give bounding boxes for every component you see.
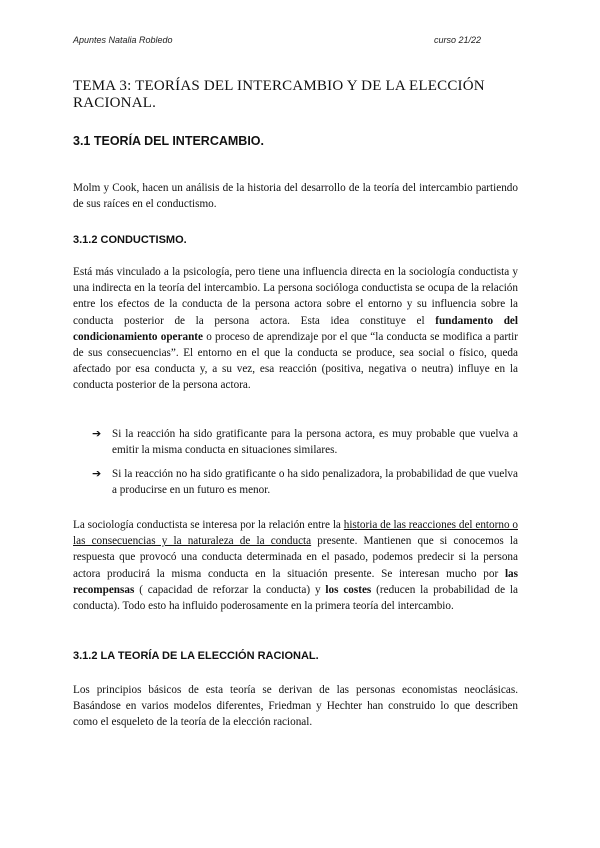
conductismo-paragraph [73,264,518,394]
bullet-text: Si la reacción no ha sido gratificante o ha sido penalizadora, la probabilidad de que vuelva a producirse en un futuro es menor. [112,468,518,497]
list-item [92,426,518,458]
list-item [92,466,518,498]
header-author: Apuntes Natalia Robledo [73,35,173,45]
conductista-paragraph [73,517,518,614]
page-title: TEMA 3: TEORÍAS DEL INTERCAMBIO Y DE LA ELECCIÓN RACIONAL. [73,78,485,111]
recompensas-term: las recompensas [73,567,518,596]
arrow-right-icon: ➔ [92,467,102,480]
arrow-right-icon: ➔ [92,427,102,440]
header-course: curso 21/22 [434,35,482,45]
conductismo-bold-term: fundamento del condicionamiento operante [73,314,518,343]
section-heading-intercambio: 3.1 TEORÍA DEL INTERCAMBIO. [73,134,264,148]
conductista-text-c: ( capacidad de reforzar la conducta) y [134,583,326,596]
section-heading-eleccion-racional: 3.1.2 LA TEORÍA DE LA ELECCIÓN RACIONAL. [73,650,319,662]
conductista-text-b: presente. Mantienen que si conocemos la respuesta que provocó una conducta determinada en el pasado, podemos predecir si la persona actora producirá la misma conducta en la situación presente. Se interesan mucho por [73,535,518,580]
conductista-text-d: (reducen la probabilidad de la conducta). Todo esto ha influido poderosamente en la primera teoría del intercambio. [73,583,518,613]
bullet-text: Si la reacción ha sido gratificante para la persona actora, es muy probable que vuelva a emitir la misma conducta en situaciones similares. [112,428,518,457]
section-heading-conductismo: 3.1.2 CONDUCTISMO. [73,234,187,246]
conductismo-text-a: Está más vinculado a la psicología, pero tiene una influencia directa en la sociología conductista y una indirecta en la teoría del intercambio. La persona socióloga conductista se ocupa de la relación entre los efectos de la conducta de la persona actora sobre el entorno y su influencia sobre la conducta posterior de la persona actora. Esta idea constituye el [73,266,518,327]
eleccion-racional-paragraph: Los principios básicos de esta teoría se derivan de las personas economistas neoclásicas. Basándose en varios modelos diferentes, Friedman y Hechter han construido lo que describen como el esqueleto de la teoría de la elección racional. [73,684,518,729]
conductismo-text-b: o proceso de aprendizaje por el que “la conducta se modifica a partir de sus consecuencias”. El entorno en el que la conducta se produce, sea social o físico, queda afectado por esa conducta y, a su vez, esa reacción (positiva, negativa o neutra) influye en la conducta posterior de la persona actora. [73,330,518,392]
intro-paragraph: Molm y Cook, hacen un análisis de la historia del desarrollo de la teoría del intercambio partiendo de sus raíces en el conductismo. [73,182,518,211]
conductista-text-a: La sociología conductista se interesa por la relación entre la [73,519,344,531]
costes-term: los costes [325,583,372,596]
conductista-underlined: historia de las reacciones del entorno o las consecuencias y la naturaleza de la conducta [73,519,518,548]
